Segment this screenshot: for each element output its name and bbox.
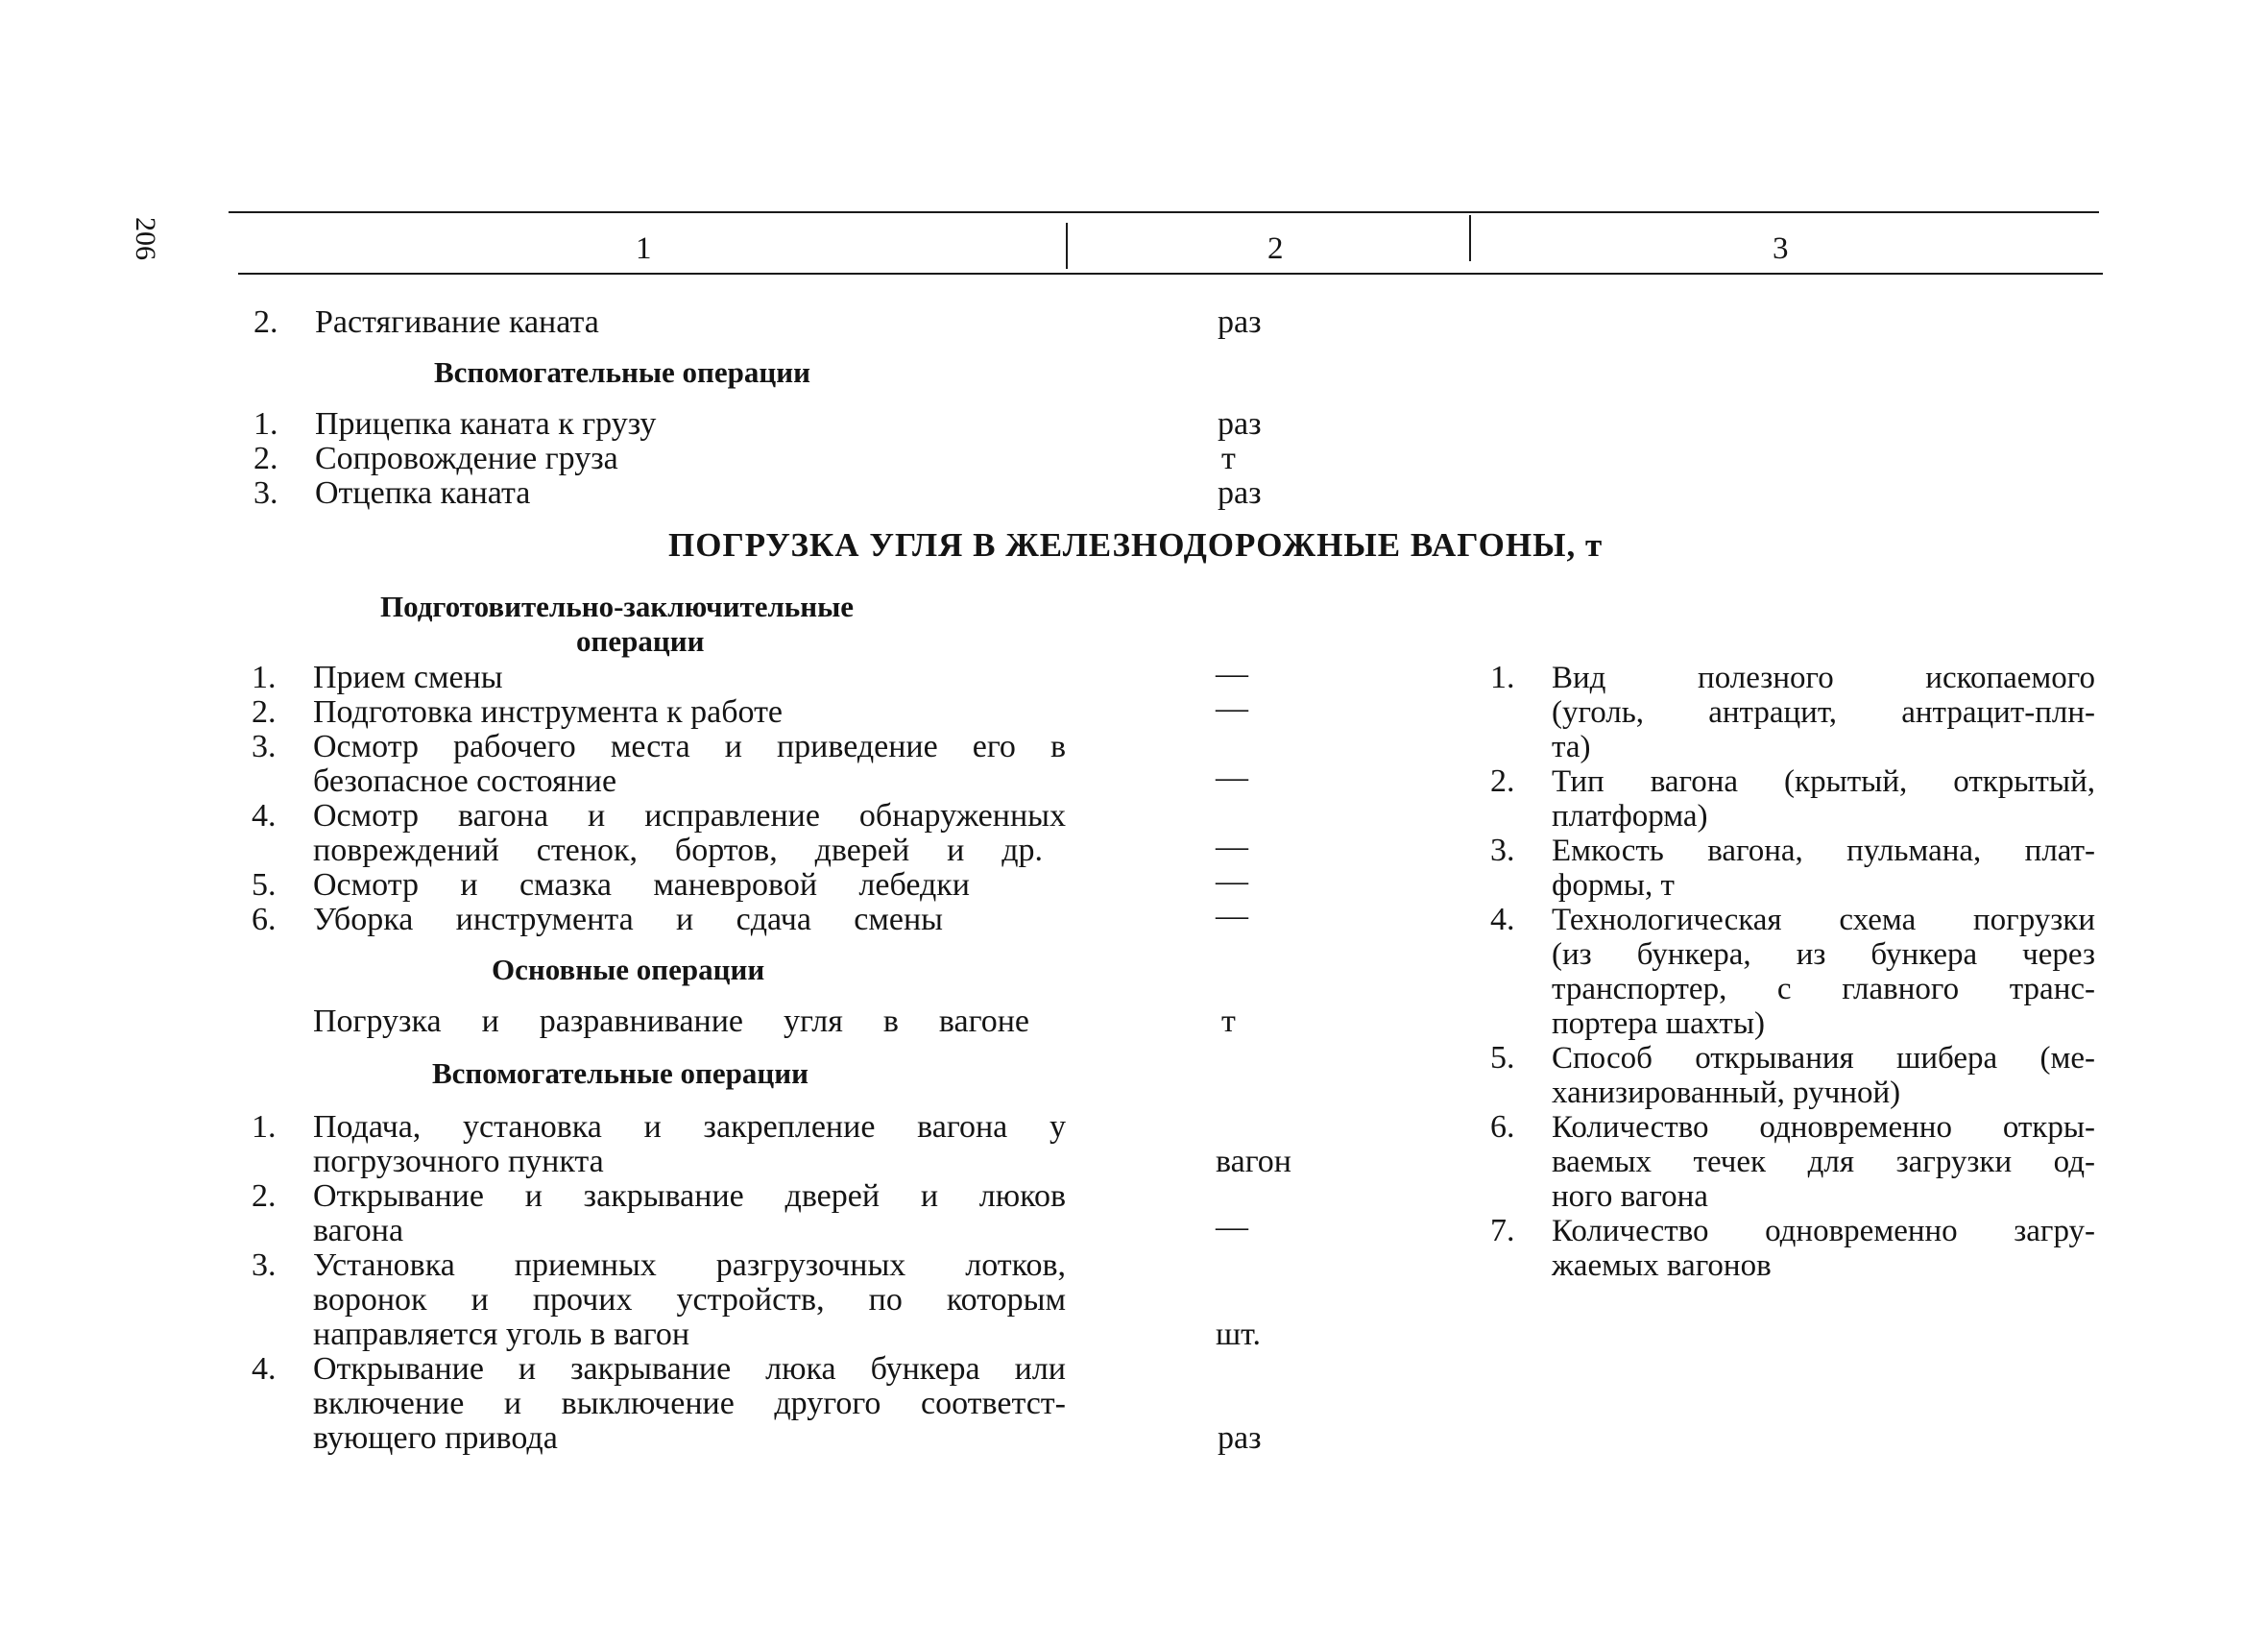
operation-text: Погрузка и разравнивание угля в вагоне	[313, 1004, 1029, 1039]
section-title: ПОГРУЗКА УГЛЯ В ЖЕЛЕЗНОДОРОЖНЫЕ ВАГОНЫ, т	[668, 526, 1604, 564]
operation-text: Отцепка каната	[315, 475, 531, 511]
aux-heading: Вспомогательные операции	[432, 1056, 808, 1090]
column-header-2: 2	[1267, 231, 1284, 266]
item-number: 1.	[253, 406, 278, 442]
factor-number: 5.	[1490, 1040, 1515, 1076]
factor-number: 4.	[1490, 902, 1515, 937]
unit-value: —	[1216, 863, 1248, 899]
prep-heading-line2: операции	[576, 624, 705, 658]
factor-text: ного вагона	[1552, 1179, 1708, 1214]
factor-text: платформа)	[1552, 799, 1708, 834]
unit-value: —	[1216, 656, 1248, 691]
factor-text: формы, т	[1552, 868, 1675, 903]
unit-value: т	[1221, 1004, 1236, 1039]
factor-text: ваемых течек для загрузки од-	[1552, 1145, 2095, 1179]
operation-text: Установка приемных разгрузочных лотков,	[313, 1247, 1066, 1283]
factor-text: Вид полезного ископаемого	[1552, 661, 2095, 695]
item-number: 4.	[252, 798, 277, 834]
item-number: 1.	[252, 660, 277, 695]
column-header-1: 1	[636, 231, 652, 266]
factor-text: (уголь, антрацит, антрацит-плн-	[1552, 695, 2095, 730]
operation-text: безопасное состояние	[313, 763, 617, 799]
header-top-rule	[229, 211, 2099, 213]
factor-text: портера шахты)	[1552, 1006, 1766, 1041]
item-number: 5.	[252, 867, 277, 903]
operation-text: Открывание и закрывание дверей и люков	[313, 1178, 1066, 1214]
unit-value: раз	[1218, 406, 1262, 442]
factor-text: ханизированный, ручной)	[1552, 1076, 1901, 1110]
operation-text: погрузочного пункта	[313, 1144, 604, 1179]
factor-text: жаемых вагонов	[1552, 1248, 1772, 1283]
factor-number: 6.	[1490, 1109, 1515, 1145]
main-ops-heading: Основные операции	[492, 953, 765, 986]
factor-text: Способ открывания шибера (ме-	[1552, 1041, 2095, 1076]
operation-text: Осмотр вагона и исправление обнаруженных	[313, 798, 1066, 834]
header-divider-2	[1469, 215, 1471, 261]
item-number: 2.	[252, 694, 277, 730]
unit-value: —	[1216, 760, 1248, 795]
item-number: 6.	[252, 902, 277, 937]
aux-heading-top: Вспомогательные операции	[434, 355, 810, 389]
unit-value: т	[1221, 441, 1236, 476]
item-number: 1.	[252, 1109, 277, 1145]
factor-text: Технологическая схема погрузки	[1552, 903, 2095, 937]
item-number: 4.	[252, 1351, 277, 1387]
unit-value: раз	[1218, 475, 1262, 511]
header-bottom-rule	[238, 273, 2103, 275]
operation-text: Осмотр рабочего места и приведение его в	[313, 729, 1066, 764]
page-number: 206	[130, 217, 161, 260]
factor-text: Количество одновременно загру-	[1552, 1214, 2095, 1248]
prep-heading-line1: Подготовительно-заключительные	[380, 590, 855, 623]
unit-value: шт.	[1216, 1317, 1261, 1352]
operation-text: Прицепка каната к грузу	[315, 406, 657, 442]
unit-value: —	[1216, 898, 1248, 933]
operation-text: вагона	[313, 1213, 404, 1248]
unit-value: —	[1216, 690, 1248, 726]
unit-value: раз	[1218, 1420, 1262, 1456]
operation-text: Осмотр и смазка маневровой лебедки	[313, 867, 970, 903]
item-number: 2.	[253, 304, 278, 340]
operation-text: Прием смены	[313, 660, 503, 695]
operation-text: Сопровождение груза	[315, 441, 618, 476]
factor-number: 2.	[1490, 763, 1515, 799]
factor-text: Тип вагона (крытый, открытый,	[1552, 764, 2095, 799]
operation-text: воронок и прочих устройств, по которым	[313, 1282, 1066, 1318]
item-number: 3.	[252, 1247, 277, 1283]
factor-number: 7.	[1490, 1213, 1515, 1248]
factor-text: (из бункера, из бункера через	[1552, 937, 2095, 972]
operation-text: повреждений стенок, бортов, дверей и др.	[313, 833, 1043, 868]
unit-value: вагон	[1216, 1144, 1291, 1179]
item-number: 3.	[252, 729, 277, 764]
operation-text: Растягивание каната	[315, 304, 599, 340]
item-number: 3.	[253, 475, 278, 511]
unit-value: —	[1216, 1209, 1248, 1245]
factor-text: Емкость вагона, пульмана, плат-	[1552, 834, 2095, 868]
operation-text: Подготовка инструмента к работе	[313, 694, 784, 730]
column-header-3: 3	[1773, 231, 1789, 266]
header-divider-1	[1066, 223, 1068, 269]
factor-number: 3.	[1490, 833, 1515, 868]
unit-value: раз	[1218, 304, 1262, 340]
item-number: 2.	[252, 1178, 277, 1214]
factor-text: та)	[1552, 730, 1591, 764]
operation-text: включение и выключение другого соответст-	[313, 1386, 1066, 1421]
factor-text: Количество одновременно откры-	[1552, 1110, 2095, 1145]
operation-text: Уборка инструмента и сдача смены	[313, 902, 943, 937]
factor-number: 1.	[1490, 660, 1515, 695]
operation-text: Открывание и закрывание люка бункера или	[313, 1351, 1066, 1387]
operation-text: направляется уголь в вагон	[313, 1317, 690, 1352]
factor-text: транспортер, с главного транс-	[1552, 972, 2095, 1006]
item-number: 2.	[253, 441, 278, 476]
unit-value: —	[1216, 829, 1248, 864]
operation-text: Подача, установка и закрепление вагона у	[313, 1109, 1066, 1145]
operation-text: вующего привода	[313, 1420, 558, 1456]
